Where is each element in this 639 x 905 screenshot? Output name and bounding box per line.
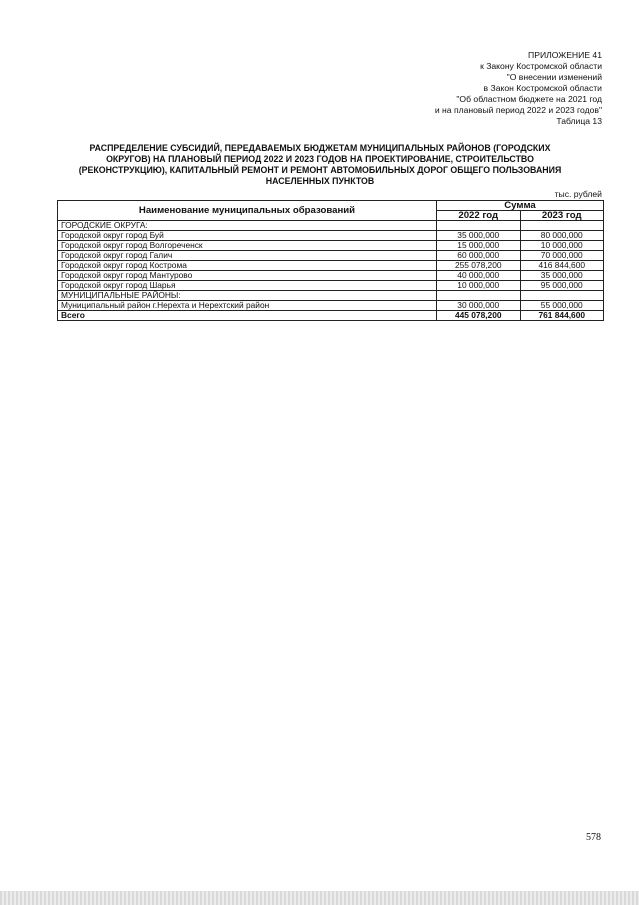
row-2023: 416 844,600 bbox=[520, 261, 604, 271]
row-2022 bbox=[437, 221, 521, 231]
table-row bbox=[58, 291, 604, 301]
row-2023: 10 000,000 bbox=[520, 241, 604, 251]
name-column-header: Наименование муниципальных образований bbox=[58, 201, 437, 221]
scan-edge-strip bbox=[0, 891, 639, 905]
appendix-header bbox=[435, 50, 602, 127]
table-header-row bbox=[58, 201, 604, 211]
row-2023: 55 000,000 bbox=[520, 301, 604, 311]
header-line: в Закон Костромской области bbox=[483, 83, 602, 93]
table-row bbox=[58, 261, 604, 271]
header-line: к Закону Костромской области bbox=[480, 61, 602, 71]
row-2023: 80 000,000 bbox=[520, 231, 604, 241]
year-2023-header: 2023 год bbox=[520, 211, 604, 221]
total-label: Всего bbox=[58, 311, 437, 321]
row-2023: 95 000,000 bbox=[520, 281, 604, 291]
table-row bbox=[58, 281, 604, 291]
row-name: Городской округ город Волгореченск bbox=[58, 241, 437, 251]
subsidy-table bbox=[57, 200, 604, 321]
row-2022: 10 000,000 bbox=[437, 281, 521, 291]
row-2022: 40 000,000 bbox=[437, 271, 521, 281]
total-2022: 445 078,200 bbox=[437, 311, 521, 321]
row-name: Городской округ город Буй bbox=[58, 231, 437, 241]
total-2023: 761 844,600 bbox=[520, 311, 604, 321]
row-name: Городской округ город Шарья bbox=[58, 281, 437, 291]
row-2022: 35 000,000 bbox=[437, 231, 521, 241]
header-line: "О внесении изменений bbox=[506, 72, 602, 82]
row-name: ГОРОДСКИЕ ОКРУГА: bbox=[58, 221, 437, 231]
year-2022-header: 2022 год bbox=[437, 211, 521, 221]
table-row bbox=[58, 241, 604, 251]
row-2023 bbox=[520, 221, 604, 231]
title-line: ОКРУГОВ) НА ПЛАНОВЫЙ ПЕРИОД 2022 И 2023 ГОДОВ НА ПРОЕКТИРОВАНИЕ, СТРОИТЕЛЬСТВО bbox=[106, 154, 534, 164]
row-name: Городской округ город Мантурово bbox=[58, 271, 437, 281]
row-2022: 15 000,000 bbox=[437, 241, 521, 251]
table-row bbox=[58, 301, 604, 311]
row-name: Городской округ город Галич bbox=[58, 251, 437, 261]
row-2023: 70 000,000 bbox=[520, 251, 604, 261]
row-2022 bbox=[437, 291, 521, 301]
sum-column-header: Сумма bbox=[437, 201, 604, 211]
header-line: ПРИЛОЖЕНИЕ 41 bbox=[528, 50, 602, 60]
units-label: тыс. рублей bbox=[554, 189, 602, 199]
total-row bbox=[58, 311, 604, 321]
row-name: Городской округ город Кострома bbox=[58, 261, 437, 271]
table-row bbox=[58, 221, 604, 231]
header-line: "Об областном бюджете на 2021 год bbox=[456, 94, 602, 104]
title-line: РАСПРЕДЕЛЕНИЕ СУБСИДИЙ, ПЕРЕДАВАЕМЫХ БЮДЖЕТАМ МУНИЦИПАЛЬНЫХ РАЙОНОВ (ГОРОДСКИХ bbox=[89, 143, 551, 153]
table-number: Таблица 13 bbox=[556, 116, 602, 126]
row-2023: 35 000,000 bbox=[520, 271, 604, 281]
row-2023 bbox=[520, 291, 604, 301]
row-2022: 30 000,000 bbox=[437, 301, 521, 311]
row-name: МУНИЦИПАЛЬНЫЕ РАЙОНЫ: bbox=[58, 291, 437, 301]
title-line: НАСЕЛЕННЫХ ПУНКТОВ bbox=[265, 176, 375, 186]
row-2022: 60 000,000 bbox=[437, 251, 521, 261]
document-title bbox=[60, 143, 580, 187]
row-name: Муниципальный район г.Нерехта и Нерехтский район bbox=[58, 301, 437, 311]
table-row bbox=[58, 231, 604, 241]
header-line: и на плановый период 2022 и 2023 годов" bbox=[434, 105, 602, 115]
row-2022: 255 078,200 bbox=[437, 261, 521, 271]
table-row bbox=[58, 271, 604, 281]
table-row bbox=[58, 251, 604, 261]
title-line: (РЕКОНСТРУКЦИЮ), КАПИТАЛЬНЫЙ РЕМОНТ И РЕМОНТ АВТОМОБИЛЬНЫХ ДОРОГ ОБЩЕГО ПОЛЬЗОВАНИЯ bbox=[78, 165, 562, 175]
page-number: 578 bbox=[586, 832, 601, 843]
